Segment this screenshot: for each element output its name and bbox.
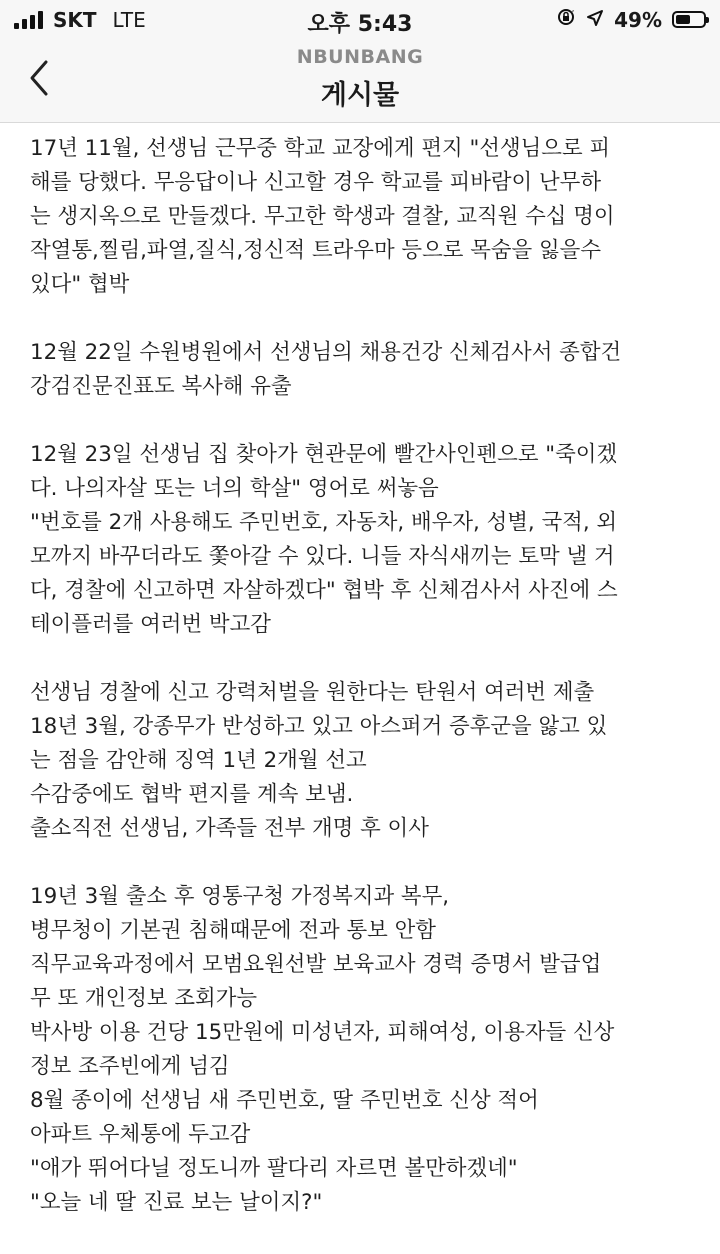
text-line: 작열통,찔림,파열,질식,정신적 트라우마 등으로 목숨을 잃을수 (30, 238, 601, 263)
text-line: 는 점을 감안해 징역 1년 2개월 선고 (30, 748, 367, 773)
post-paragraph (30, 676, 702, 846)
text-line: 테이플러를 여러번 박고감 (30, 612, 271, 637)
post-paragraph (30, 336, 702, 404)
status-time: 오후 5:43 (307, 12, 413, 37)
text-line: 무 또 개인정보 조회가능 (30, 986, 258, 1011)
text-line: 18년 3월, 강종무가 반성하고 있고 아스퍼거 증후군을 앓고 있 (30, 714, 608, 739)
text-line: 수감중에도 협박 편지를 계속 보냄. (30, 782, 354, 807)
text-line: "오늘 네 딸 진료 보는 날이지?" (30, 1190, 323, 1215)
text-line: 모까지 바꾸더라도 쫓아갈 수 있다. 니들 자식새끼는 토막 낼 거 (30, 544, 615, 569)
location-arrow-icon (586, 8, 604, 32)
status-bar (0, 0, 720, 40)
post-paragraph (30, 880, 702, 1220)
text-line: 는 생지옥으로 만들겠다. 무고한 학생과 결찰, 교직원 수십 명이 (30, 204, 615, 229)
post-body (30, 132, 702, 1254)
status-right (556, 7, 706, 32)
text-line: 17년 11월, 선생님 근무중 학교 교장에게 편지 "선생님으로 피 (30, 136, 611, 161)
post-paragraph (30, 438, 702, 642)
text-line: 선생님 경찰에 신고 강력처벌을 원한다는 탄원서 여러번 제출 (30, 680, 595, 705)
text-line: 19년 3월 출소 후 영통구청 가정복지과 복무, (30, 884, 450, 909)
text-line: 8월 종이에 선생님 새 주민번호, 딸 주민번호 신상 적어 (30, 1088, 539, 1113)
battery-icon (672, 11, 706, 28)
text-line: 병무청이 기본권 침해때문에 전과 통보 안함 (30, 918, 436, 943)
text-line: "애가 뛰어다닐 정도니까 팔다리 자르면 볼만하겠네" (30, 1156, 518, 1181)
post-paragraph (30, 132, 702, 302)
network-label: LTE (112, 8, 146, 32)
text-line: 박사방 이용 건당 15만원에 미성년자, 피해여성, 이용자들 신상 (30, 1020, 615, 1045)
text-line: 12월 23일 선생님 집 찾아가 현관문에 빨간사인펜으로 "죽이겠 (30, 442, 618, 467)
page-title: 게시물 (320, 80, 400, 111)
nav-subtitle: NBUNBANG (296, 46, 424, 68)
text-line: 아파트 우체통에 두고감 (30, 1122, 251, 1147)
text-line: 해를 당했다. 무응답이나 신고할 경우 학교를 피바람이 난무하 (30, 170, 601, 195)
screen-lock-icon (556, 7, 576, 32)
text-line: 출소직전 선생님, 가족들 전부 개명 후 이사 (30, 816, 429, 841)
text-line: "번호를 2개 사용해도 주민번호, 자동차, 배우자, 성별, 국적, 외 (30, 510, 618, 535)
text-line: 강검진문진표도 복사해 유출 (30, 374, 292, 399)
carrier-label: SKT (53, 8, 97, 32)
navigation-bar (0, 40, 720, 123)
text-line: 다. 나의자살 또는 너의 학살" 영어로 써놓음 (30, 476, 439, 501)
text-line: 있다" 협박 (30, 272, 130, 297)
text-line: 다, 경찰에 신고하면 자살하겠다" 협박 후 신체검사서 사진에 스 (30, 578, 618, 603)
battery-percent: 49% (614, 7, 662, 32)
text-line: 12월 22일 수원병원에서 선생님의 채용건강 신체검사서 종합건 (30, 340, 622, 365)
text-line: 정보 조주빈에게 넘김 (30, 1054, 230, 1079)
text-line: 직무교육과정에서 모범요원선발 보육교사 경력 증명서 발급업 (30, 952, 602, 977)
